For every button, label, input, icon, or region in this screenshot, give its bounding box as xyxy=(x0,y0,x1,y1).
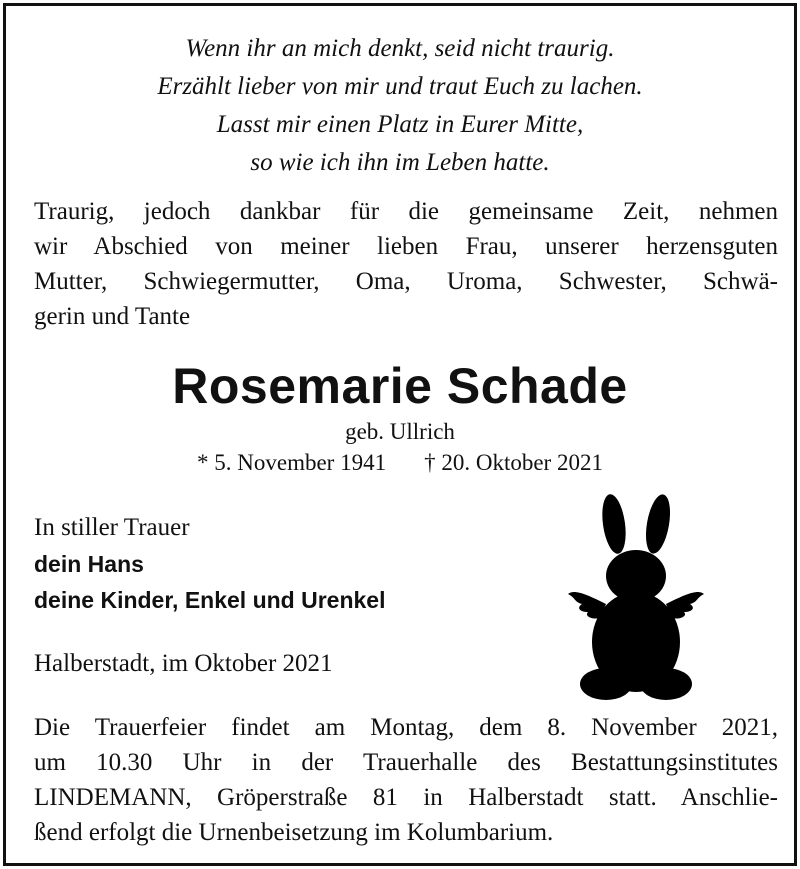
service-line: um 10.30 Uhr in der Trauerhalle des Bestattungsinstitutes xyxy=(34,749,778,776)
service-line: ßend erfolgt die Urnenbeisetzung im Kolumbarium. xyxy=(34,819,554,846)
intro-line: wir Abschied von meiner lieben Frau, unserer herzensguten xyxy=(34,233,778,260)
service-line: LINDEMANN, Gröperstraße 81 in Halberstadt statt. Anschlie- xyxy=(34,784,778,811)
birth-name: geb. Ullrich xyxy=(345,419,455,444)
deceased-name: Rosemarie Schade xyxy=(172,358,628,414)
obituary-frame xyxy=(3,3,797,866)
poem-line: Wenn ihr an mich denkt, seid nicht traurig. xyxy=(185,35,615,62)
life-dates xyxy=(6,448,794,478)
mourners xyxy=(34,510,385,618)
mourner-family: deine Kinder, Enkel und Urenkel xyxy=(34,587,386,613)
poem xyxy=(6,30,794,182)
intro-line: Mutter, Schwiegermutter, Oma, Uroma, Schwester, Schwä- xyxy=(34,268,778,295)
poem-line: Erzählt lieber von mir und traut Euch zu lachen. xyxy=(157,73,643,100)
poem-line: Lasst mir einen Platz in Eurer Mitte, xyxy=(216,111,584,138)
service-line: Die Trauerfeier findet am Montag, dem 8. November 2021, xyxy=(34,714,778,741)
intro-line: Traurig, jedoch dankbar für die gemeinsame Zeit, nehmen xyxy=(34,198,778,225)
poem-line: so wie ich ihn im Leben hatte. xyxy=(250,149,550,176)
mourner-spouse: dein Hans xyxy=(34,551,144,577)
birth-date: * 5. November 1941 xyxy=(197,450,387,475)
intro-line: gerin und Tante xyxy=(34,303,191,330)
service-info xyxy=(34,710,778,850)
intro-text xyxy=(34,194,778,334)
place-date: Halberstadt, im Oktober 2021 xyxy=(34,650,333,677)
angel-bunny-icon xyxy=(566,494,706,704)
mourners-heading: In stiller Trauer xyxy=(34,514,190,541)
death-date: † 20. Oktober 2021 xyxy=(424,450,603,475)
